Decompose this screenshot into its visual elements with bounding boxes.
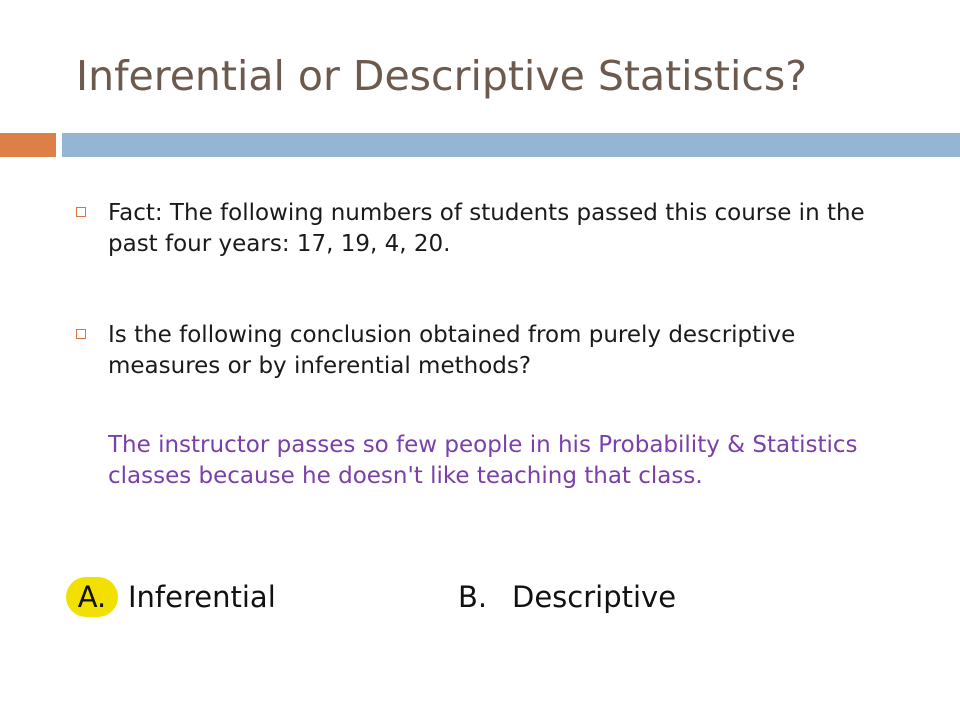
bullet-fact-text: Fact: The following numbers of students passed this course in the past four years: 17, 19, 4, 20.: [108, 200, 865, 257]
hollow-square-bullet-icon: [76, 207, 86, 217]
conclusion-statement: The instructor passes so few people in his Probability & Statistics classes because he doesn't like teaching that class.: [108, 432, 858, 489]
title-accent-bar-left: [0, 133, 56, 157]
title-accent-bar-right: [62, 133, 960, 157]
answer-a-letter: A.: [66, 577, 118, 617]
slide-title: Inferential or Descriptive Statistics?: [76, 52, 808, 100]
hollow-square-bullet-icon: [76, 329, 86, 339]
answer-a-text: Inferential: [128, 580, 276, 614]
answer-b-text: Descriptive: [512, 580, 677, 614]
answer-b-letter: B.: [458, 580, 488, 614]
answer-option-a[interactable]: [66, 577, 276, 617]
answer-option-b[interactable]: [458, 577, 676, 617]
bullet-question-text: Is the following conclusion obtained from purely descriptive measures or by inferential methods?: [108, 322, 796, 379]
